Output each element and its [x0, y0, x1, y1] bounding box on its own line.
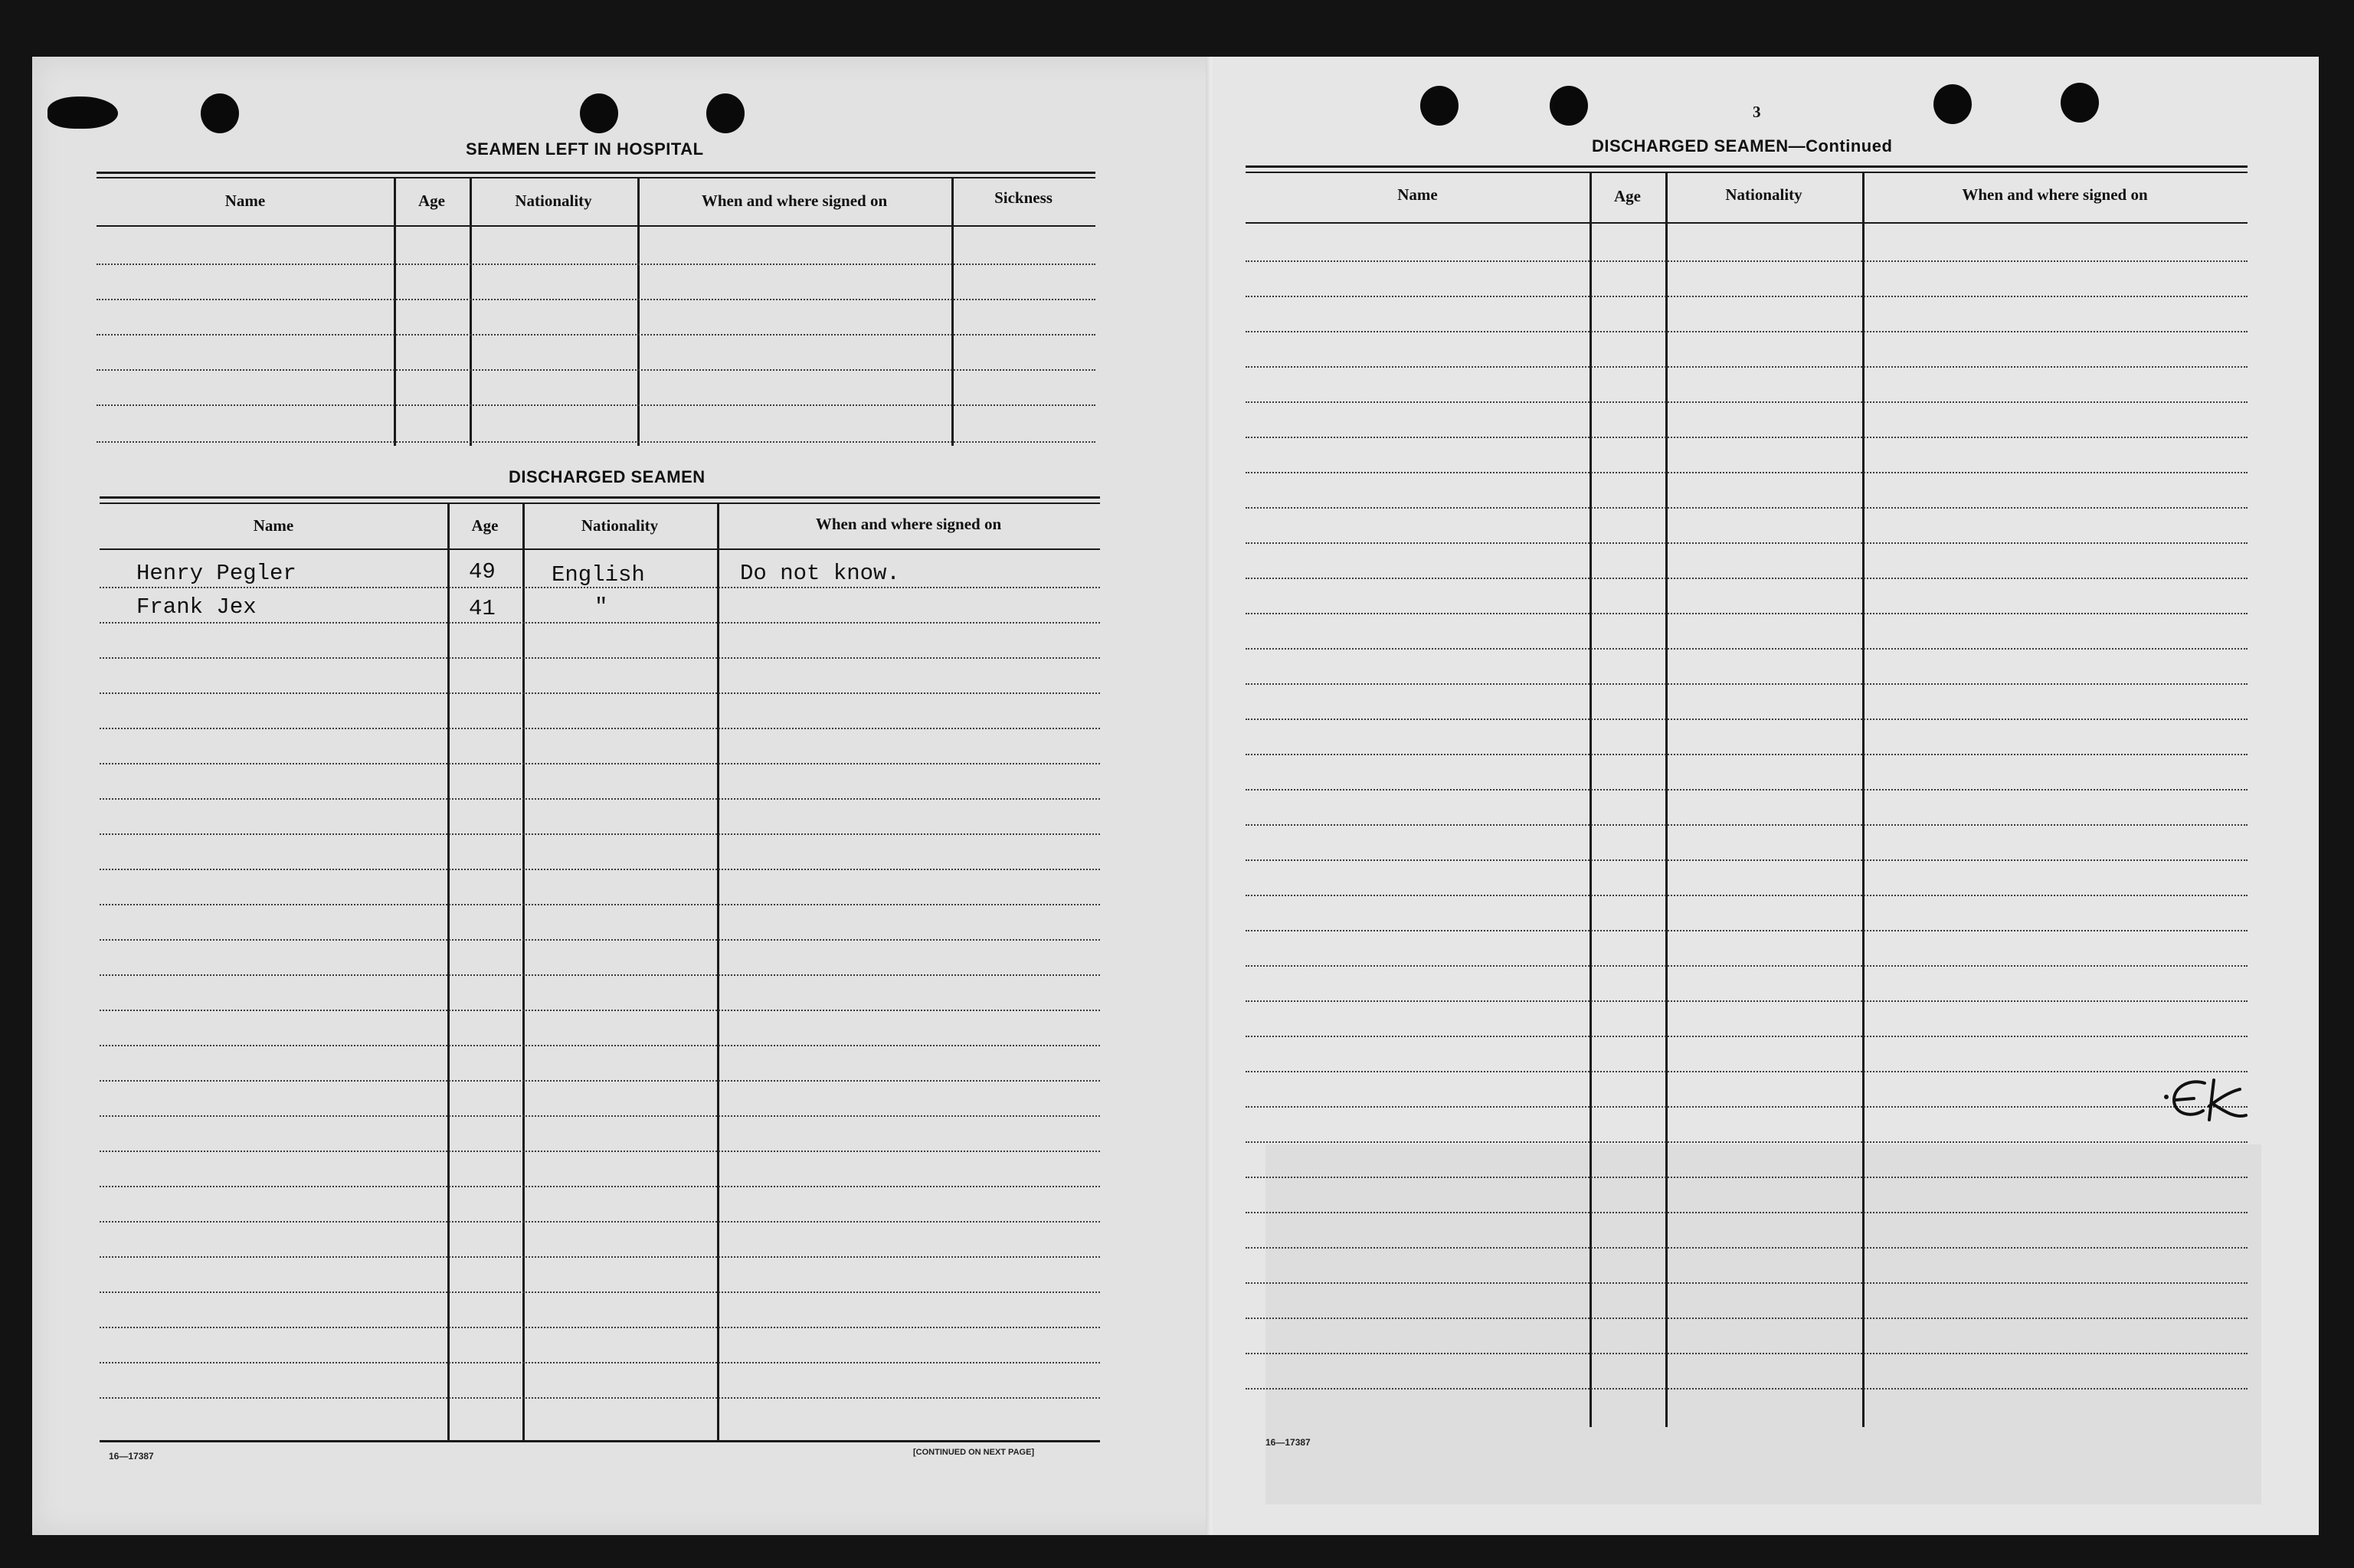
table-row-line [100, 1010, 1100, 1011]
table-top-rule [97, 177, 1095, 178]
table-row-line [1246, 895, 2248, 896]
table-row-line [1246, 789, 2248, 791]
column-header-nationality: Nationality [581, 516, 659, 535]
blank-row-line [97, 404, 1095, 406]
table-row-line [100, 1397, 1100, 1399]
continued-note: [CONTINUED ON NEXT PAGE] [913, 1448, 1035, 1457]
table-row-line [100, 974, 1100, 976]
blank-row-line [97, 299, 1095, 300]
table-row-line [1246, 1388, 2248, 1390]
table-row-line [1246, 260, 2248, 262]
table-row-line [1246, 437, 2248, 438]
column-header-nationality: Nationality [515, 191, 592, 210]
table-row-line [1246, 859, 2248, 861]
header-bottom-rule [100, 548, 1100, 550]
discharged-continued-table [1246, 165, 2248, 1429]
punch-hole [1933, 84, 1972, 124]
column-header-age: Age [471, 516, 499, 535]
seaman-age: 41 [469, 596, 496, 621]
table-row-line [1246, 719, 2248, 720]
discharged-section-title: DISCHARGED SEAMEN [509, 467, 706, 486]
table-top-rule [100, 502, 1100, 504]
discharged-continued-title-suffix: —Continued [1788, 136, 1893, 155]
seaman-name: Henry Pegler [136, 561, 296, 586]
column-header-sickness: Sickness [994, 188, 1053, 207]
seaman-nationality: English [552, 562, 645, 588]
blank-row-line [97, 441, 1095, 443]
table-row-line [100, 939, 1100, 941]
punch-hole [1420, 86, 1459, 126]
column-header-signed-on: When and where signed on [815, 515, 1002, 533]
table-row-line [100, 1151, 1100, 1152]
table-row-line [100, 1256, 1100, 1258]
discharged-table [100, 496, 1100, 1443]
table-row-line [1246, 648, 2248, 650]
column-header-age: Age [1614, 187, 1641, 205]
table-row-line [100, 798, 1100, 800]
punch-hole [2061, 83, 2099, 123]
table-top-rule [1246, 165, 2248, 168]
punch-hole [201, 93, 239, 133]
table-row-line [1246, 1282, 2248, 1284]
table-row-line [100, 622, 1100, 624]
table-row-line [1246, 965, 2248, 967]
table-row-line [1246, 1141, 2248, 1143]
table-row-line [1246, 1318, 2248, 1319]
column-header-nationality: Nationality [1725, 185, 1802, 204]
table-row-line [1246, 472, 2248, 473]
discharged-continued-title [1592, 136, 1892, 156]
column-divider [522, 503, 525, 1441]
table-row-line [100, 904, 1100, 905]
table-row-line [100, 869, 1100, 870]
column-header-age: Age [418, 191, 445, 210]
table-row-line [100, 657, 1100, 659]
punch-hole [706, 93, 745, 133]
ink-blot [47, 97, 118, 129]
column-divider [1862, 172, 1865, 1427]
table-row-line [1246, 1036, 2248, 1037]
blank-row-line [97, 264, 1095, 265]
table-top-rule [1246, 172, 2248, 173]
table-row-line [1246, 1247, 2248, 1249]
punch-hole [1550, 86, 1588, 126]
table-row-line [100, 1291, 1100, 1293]
table-row-line [100, 1045, 1100, 1046]
table-bottom-rule [100, 1440, 1100, 1442]
table-row-line [100, 728, 1100, 729]
table-row-line [1246, 754, 2248, 755]
seaman-name: Frank Jex [136, 594, 257, 620]
table-row-line [1246, 683, 2248, 685]
blank-row-line [97, 334, 1095, 336]
header-bottom-rule [97, 225, 1095, 227]
table-row-line [1246, 824, 2248, 826]
column-header-name: Name [224, 191, 266, 210]
seaman-nationality: " [594, 594, 608, 620]
column-divider [1590, 172, 1592, 1427]
hospital-section-title: SEAMEN LEFT IN HOSPITAL [466, 139, 704, 159]
table-row-line [1246, 401, 2248, 403]
column-divider [447, 503, 450, 1441]
table-row-line [1246, 1353, 2248, 1354]
page-number: 3 [1753, 103, 1761, 121]
table-row-line [1246, 366, 2248, 368]
table-row-line [100, 1115, 1100, 1117]
table-row-line [1246, 1071, 2248, 1072]
table-row-line [1246, 542, 2248, 544]
table-row-line [1246, 930, 2248, 931]
handwritten-initials [2160, 1074, 2252, 1129]
column-divider [1665, 172, 1668, 1427]
table-row-line [1246, 1106, 2248, 1108]
table-row-line [1246, 296, 2248, 297]
column-header-name: Name [253, 516, 294, 535]
table-row-line [1246, 1000, 2248, 1002]
form-number: 16—17387 [109, 1451, 154, 1462]
column-header-name: Name [1397, 185, 1438, 204]
blank-row-line [97, 369, 1095, 371]
table-row-line [100, 1186, 1100, 1187]
table-row-line [100, 763, 1100, 764]
punch-hole [580, 93, 618, 133]
table-row-line [100, 833, 1100, 835]
column-header-signed-on: When and where signed on [1962, 185, 2148, 204]
table-row-line [1246, 578, 2248, 579]
header-bottom-rule [1246, 222, 2248, 224]
table-row-line [100, 1362, 1100, 1363]
table-row-line [1246, 613, 2248, 614]
table-row-line [1246, 507, 2248, 509]
table-row-line [1246, 331, 2248, 332]
hospital-table [97, 172, 1095, 447]
table-top-rule [97, 172, 1095, 174]
seaman-age: 49 [469, 559, 496, 584]
table-row-line [100, 1327, 1100, 1328]
table-top-rule [100, 496, 1100, 499]
table-row-line [1246, 1212, 2248, 1213]
table-row-line [100, 692, 1100, 694]
table-row-line [1246, 1177, 2248, 1178]
discharged-continued-title-main: DISCHARGED SEAMEN [1592, 136, 1789, 155]
form-number: 16—17387 [1265, 1437, 1311, 1448]
page-fold [1206, 57, 1212, 1535]
table-row-line [100, 1221, 1100, 1223]
column-header-signed-on: When and where signed on [701, 191, 888, 210]
column-divider [717, 503, 719, 1441]
table-row-line [100, 1080, 1100, 1082]
seaman-signed-on: Do not know. [740, 561, 900, 586]
